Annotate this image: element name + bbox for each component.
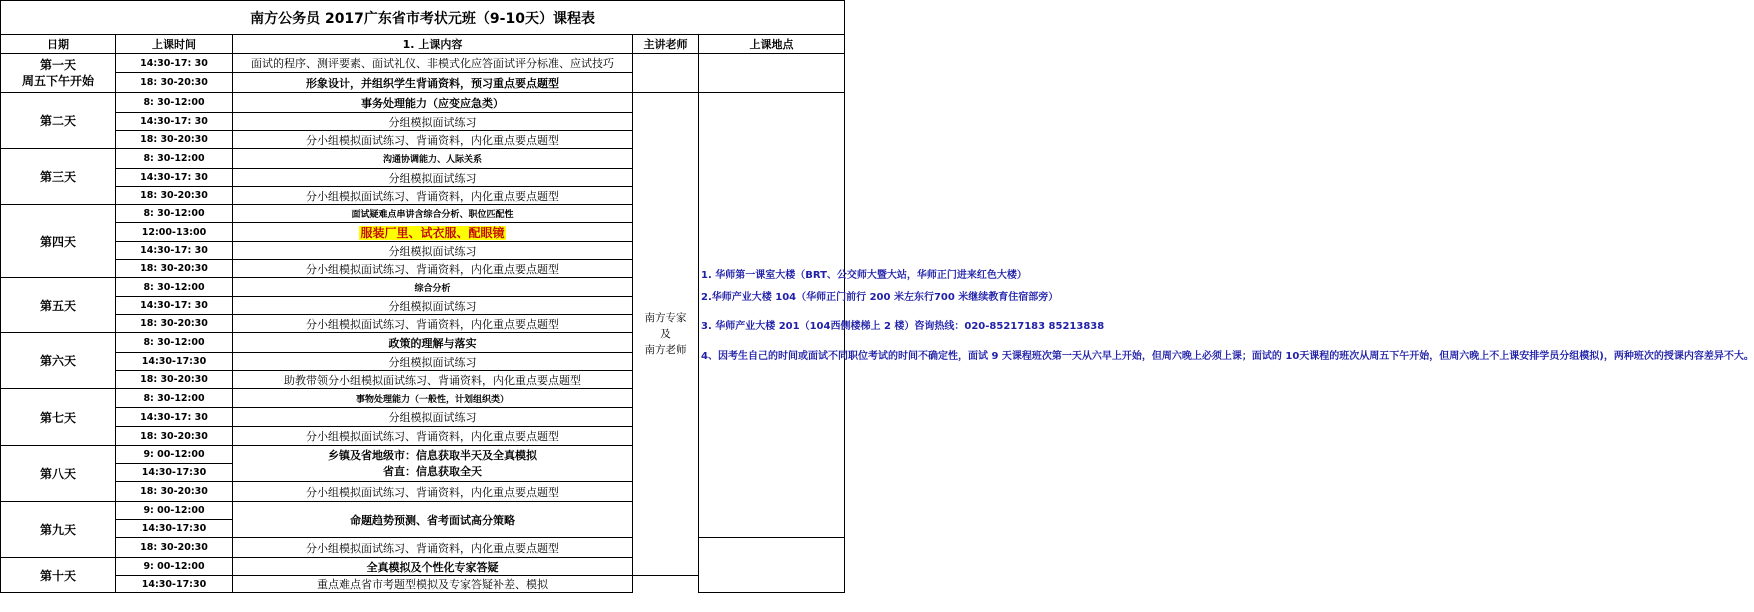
day-1-label: 第一天 周五下午开始 bbox=[1, 54, 116, 93]
session-time: 12:00-13:00 bbox=[116, 223, 233, 242]
day-5-label: 第五天 bbox=[1, 278, 116, 333]
location-blank-bottom bbox=[699, 538, 845, 593]
session-content: 分组模拟面试练习 bbox=[233, 113, 633, 131]
session-time: 18: 30-20:30 bbox=[116, 260, 233, 278]
session-content: 分小组模拟面试练习、背诵资料，内化重点要点题型 bbox=[233, 187, 633, 205]
session-time: 8: 30-12:00 bbox=[116, 149, 233, 169]
day-3-label: 第三天 bbox=[1, 149, 116, 205]
session-time: 8: 30-12:00 bbox=[116, 278, 233, 297]
session-content: 沟通协调能力、人际关系 bbox=[233, 149, 633, 169]
session-time: 14:30-17: 30 bbox=[116, 113, 233, 131]
header-location: 上课地点 bbox=[699, 35, 845, 54]
location-note: 4、因考生自己的时间或面试不同职位考试的时间不确定性，面试 9 天课程班次第一天从六早上开始，但周六晚上必须上课；面试的 10天课程的班次从周五下午开始，但周六晚上不上课安排学员分组模拟)，两种班次的授课内容差异不大。 bbox=[701, 350, 1754, 362]
table-title: 南方公务员 2017广东省市考状元班（9-10天）课程表 bbox=[1, 1, 845, 35]
session-time: 18: 30-20:30 bbox=[116, 131, 233, 149]
session-time: 14:30-17: 30 bbox=[116, 54, 233, 73]
location-2: 2.华师产业大楼 104（华师正门前行 200 米左东行700 米继续教育住宿部旁） bbox=[701, 291, 1059, 303]
session-content-line: 乡镇及省地级市：信息获取半天及全真模拟 bbox=[328, 448, 537, 462]
location-blank-top bbox=[699, 54, 845, 93]
header-date: 日期 bbox=[1, 35, 116, 54]
day-10-label: 第十天 bbox=[1, 558, 116, 593]
session-content: 政策的理解与落实 bbox=[233, 333, 633, 353]
session-time: 14:30-17: 30 bbox=[116, 408, 233, 427]
session-content: 分小组模拟面试练习、背诵资料，内化重点要点题型 bbox=[233, 260, 633, 278]
session-content: 分组模拟面试练习 bbox=[233, 297, 633, 315]
day-2-label: 第二天 bbox=[1, 93, 116, 149]
day-8-label: 第八天 bbox=[1, 446, 116, 502]
session-time: 18: 30-20:30 bbox=[116, 315, 233, 333]
session-time: 18: 30-20:30 bbox=[116, 73, 233, 93]
session-time: 18: 30-20:30 bbox=[116, 427, 233, 446]
session-content: 分小组模拟面试练习、背诵资料，内化重点要点题型 bbox=[233, 427, 633, 446]
session-content: 命题趋势预测、省考面试高分策略 bbox=[233, 502, 633, 538]
session-time: 8: 30-12:00 bbox=[116, 333, 233, 353]
session-time: 18: 30-20:30 bbox=[116, 482, 233, 502]
session-content: 分组模拟面试练习 bbox=[233, 242, 633, 260]
location-3: 3. 华师产业大楼 201（104西侧楼梯上 2 楼）咨询热线：020-85217183 85213838 bbox=[701, 321, 1105, 332]
session-content: 综合分析 bbox=[233, 278, 633, 297]
session-content: 分组模拟面试练习 bbox=[233, 408, 633, 427]
teacher-blank-top bbox=[633, 54, 699, 93]
session-time: 14:30-17: 30 bbox=[116, 297, 233, 315]
teacher-cell: 南方专家 及 南方老师 bbox=[633, 93, 699, 576]
session-time: 8: 30-12:00 bbox=[116, 389, 233, 408]
session-time: 14:30-17:30 bbox=[116, 353, 233, 371]
session-content bbox=[233, 223, 633, 242]
session-time: 14:30-17: 30 bbox=[116, 169, 233, 187]
session-time: 14:30-17:30 bbox=[116, 520, 233, 538]
session-content: 面试的程序、测评要素、面试礼仪、非模式化应答面试评分标准、应试技巧 bbox=[233, 54, 633, 73]
session-time: 9: 00-12:00 bbox=[116, 446, 233, 464]
location-1: 1. 华师第一课室大楼（BRT、公交师大暨大站，华师正门进来红色大楼） bbox=[701, 270, 1027, 281]
session-time: 8: 30-12:00 bbox=[116, 93, 233, 113]
session-time: 9: 00-12:00 bbox=[116, 558, 233, 576]
session-content: 形象设计，并组织学生背诵资料，预习重点要点题型 bbox=[233, 73, 633, 93]
session-time: 18: 30-20:30 bbox=[116, 538, 233, 558]
day-9-label: 第九天 bbox=[1, 502, 116, 558]
session-time: 14:30-17:30 bbox=[116, 464, 233, 482]
session-content: 分小组模拟面试练习、背诵资料，内化重点要点题型 bbox=[233, 538, 633, 558]
session-content: 事物处理能力（一般性，计划组织类） bbox=[233, 389, 633, 408]
session-content: 全真模拟及个性化专家答疑 bbox=[233, 558, 633, 576]
session-time: 18: 30-20:30 bbox=[116, 371, 233, 389]
location-cell bbox=[699, 93, 1754, 538]
session-content: 重点难点省市考题型模拟及专家答疑补差、模拟 bbox=[233, 576, 633, 593]
day-7-label: 第七天 bbox=[1, 389, 116, 446]
header-teacher: 主讲老师 bbox=[633, 35, 699, 54]
session-content: 分小组模拟面试练习、背诵资料，内化重点要点题型 bbox=[233, 482, 633, 502]
session-time: 14:30-17: 30 bbox=[116, 242, 233, 260]
day-4-label: 第四天 bbox=[1, 205, 116, 278]
session-content: 面试疑难点串讲含综合分析、职位匹配性 bbox=[233, 205, 633, 223]
session-content: 分组模拟面试练习 bbox=[233, 353, 633, 371]
session-content: 分小组模拟面试练习、背诵资料，内化重点要点题型 bbox=[233, 315, 633, 333]
session-content bbox=[233, 446, 633, 482]
session-content: 分组模拟面试练习 bbox=[233, 169, 633, 187]
highlighted-content: 服装厂里、试衣服、配眼镜 bbox=[360, 225, 505, 240]
header-time: 上课时间 bbox=[116, 35, 233, 54]
session-content: 助教带领分小组模拟面试练习、背诵资料，内化重点要点题型 bbox=[233, 371, 633, 389]
session-time: 9: 00-12:00 bbox=[116, 502, 233, 520]
session-content: 事务处理能力（应变应急类） bbox=[233, 93, 633, 113]
session-content: 分小组模拟面试练习、背诵资料，内化重点要点题型 bbox=[233, 131, 633, 149]
session-time: 14:30-17:30 bbox=[116, 576, 233, 593]
header-content: 1. 上课内容 bbox=[233, 35, 633, 54]
day-6-label: 第六天 bbox=[1, 333, 116, 389]
session-time: 18: 30-20:30 bbox=[116, 187, 233, 205]
session-time: 8: 30-12:00 bbox=[116, 205, 233, 223]
session-content-line: 省直：信息获取全天 bbox=[383, 464, 482, 478]
